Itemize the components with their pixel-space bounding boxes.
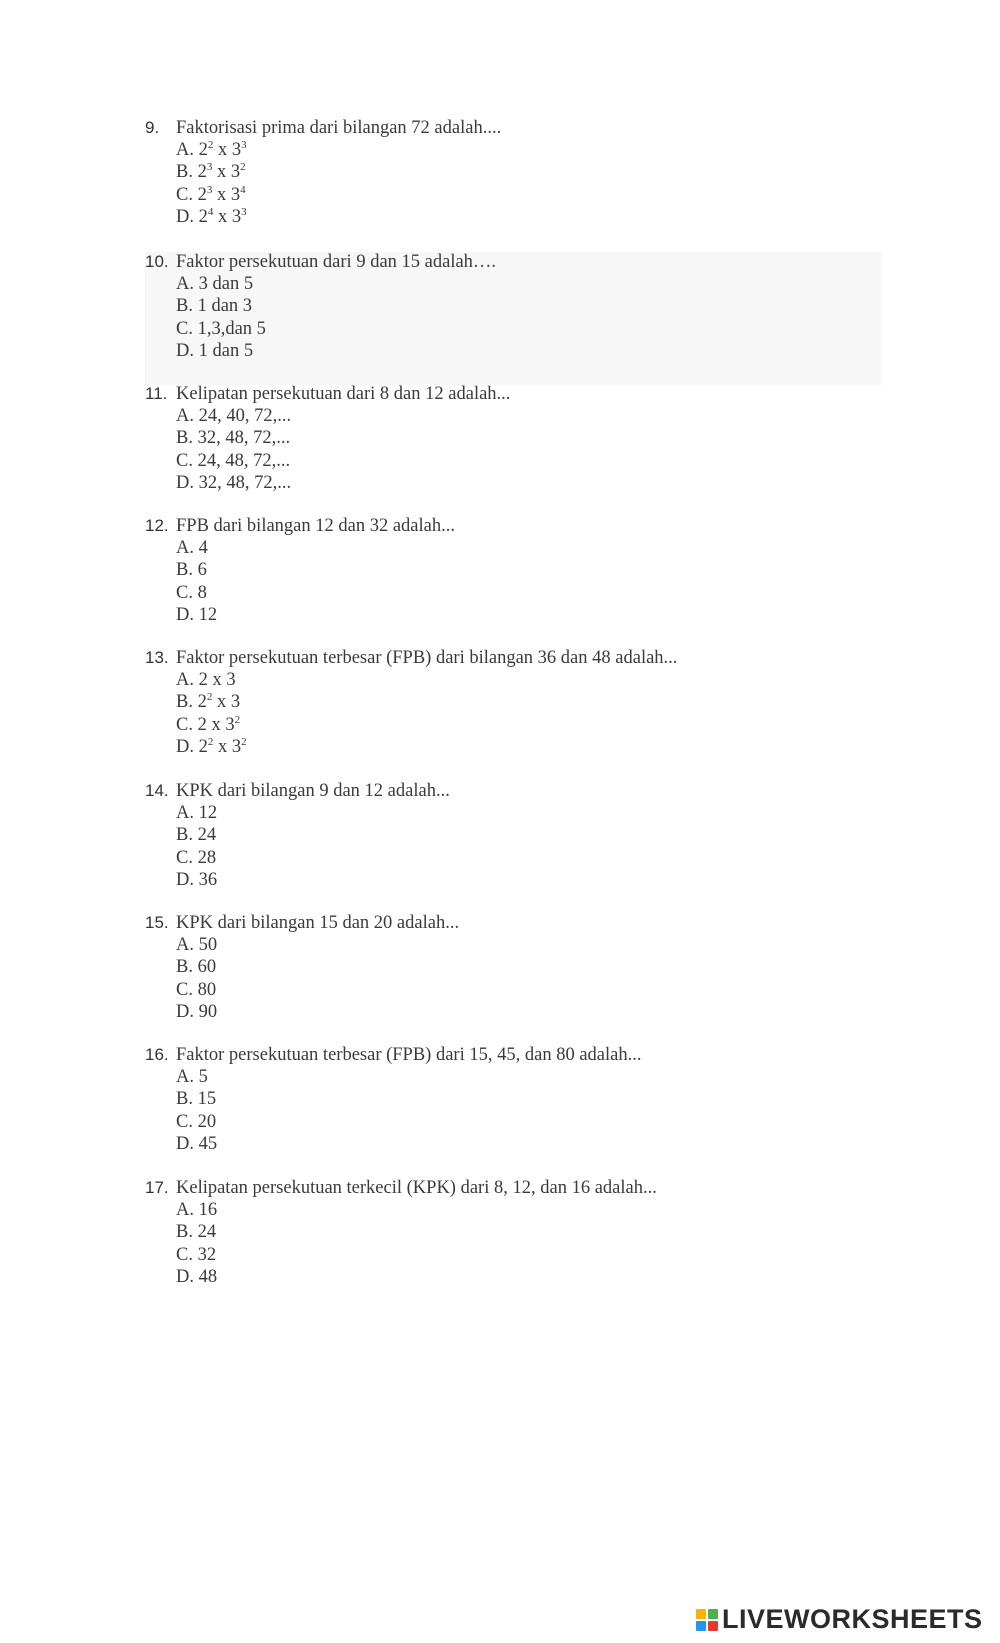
question-number: 16. <box>145 1045 169 1064</box>
option-label: A. <box>176 274 194 294</box>
option-label: B. <box>176 162 193 183</box>
power-base: 2 <box>198 670 208 690</box>
option-label: B. <box>176 825 193 846</box>
option-text: 6 <box>197 560 207 581</box>
option-text: 48 <box>198 1266 218 1287</box>
option-label: B. <box>176 560 193 581</box>
answer-option <box>176 139 865 161</box>
answer-option <box>176 956 865 978</box>
question-13 <box>145 647 865 758</box>
option-label: B. <box>176 692 193 713</box>
question-10 <box>145 251 865 362</box>
option-label: D. <box>176 869 194 890</box>
answer-option <box>176 1221 865 1243</box>
option-label: A. <box>176 935 194 955</box>
times-sign: x <box>216 184 227 205</box>
power-base: 2 <box>197 162 207 183</box>
option-label: A. <box>176 538 194 558</box>
answer-option <box>176 1133 865 1155</box>
answer-option <box>176 847 865 869</box>
answer-option <box>176 934 865 956</box>
power-exponent: 2 <box>206 691 213 704</box>
answer-option <box>176 1088 865 1110</box>
option-text: 5 <box>198 1067 208 1087</box>
option-label: D. <box>176 206 194 227</box>
question-line <box>145 117 865 139</box>
question-text: FPB dari bilangan 12 dan 32 adalah... <box>176 516 455 536</box>
answer-option <box>176 427 865 449</box>
option-text: 36 <box>198 869 218 890</box>
option-label: C. <box>176 714 193 735</box>
answer-option <box>176 184 865 206</box>
option-label: C. <box>176 979 193 1000</box>
question-line <box>145 1044 865 1066</box>
times-sign: x <box>218 140 228 160</box>
times-sign: x <box>212 670 222 690</box>
option-label: C. <box>176 847 193 868</box>
option-text: 24 <box>197 825 217 846</box>
times-sign: x <box>216 692 227 713</box>
question-text: KPK dari bilangan 9 dan 12 adalah... <box>176 781 450 801</box>
option-text: 4 <box>198 538 208 558</box>
question-number: 17. <box>145 1178 169 1197</box>
option-label: D. <box>176 1133 194 1154</box>
power-exponent: 2 <box>234 713 241 726</box>
power-exponent: 2 <box>240 161 246 174</box>
liveworksheets-logo <box>696 1604 983 1635</box>
power-exponent: 2 <box>207 735 214 748</box>
option-label: C. <box>176 184 193 205</box>
times-sign: x <box>211 714 221 735</box>
question-number: 9. <box>145 118 160 137</box>
option-label: C. <box>176 318 193 339</box>
option-text: 32 <box>197 1244 217 1265</box>
question-16 <box>145 1044 865 1155</box>
power-base: 2 <box>198 206 208 227</box>
power-base: 3 <box>231 736 242 757</box>
option-label: C. <box>176 1111 193 1132</box>
logo-square-2 <box>708 1609 718 1619</box>
option-label: D. <box>176 736 194 757</box>
power-base: 2 <box>198 140 208 160</box>
question-number: 10. <box>145 252 169 271</box>
option-text: 32, 48, 72,... <box>198 472 292 493</box>
logo-square-1 <box>696 1609 706 1619</box>
power-base: 3 <box>231 206 242 227</box>
option-text: 1 dan 3 <box>197 296 253 317</box>
option-text: 32, 48, 72,... <box>197 428 291 449</box>
option-label: B. <box>176 428 193 449</box>
question-text: Kelipatan persekutuan terkecil (KPK) dari 8, 12, dan 16 adalah... <box>176 1178 657 1198</box>
answer-option <box>176 1244 865 1266</box>
times-sign: x <box>218 736 228 757</box>
answer-option <box>176 691 865 713</box>
question-text: Faktor persekutuan terbesar (FPB) dari bilangan 36 dan 48 adalah... <box>176 648 678 668</box>
option-text: 90 <box>198 1001 218 1022</box>
answer-option <box>176 1066 865 1088</box>
question-text: Faktor persekutuan dari 9 dan 15 adalah…. <box>176 252 497 272</box>
times-sign: x <box>216 162 227 183</box>
power-base: 3 <box>226 670 236 690</box>
option-label: D. <box>176 472 194 493</box>
question-text: Faktor persekutuan terbesar (FPB) dari 15, 45, dan 80 adalah... <box>176 1045 642 1065</box>
power-base: 2 <box>198 736 208 757</box>
answer-option <box>176 405 865 427</box>
option-label: B. <box>176 957 193 978</box>
power-exponent: 2 <box>207 139 214 151</box>
power-base: 3 <box>231 140 242 160</box>
power-exponent: 3 <box>241 139 247 151</box>
brand-name: LIVEWORKSHEETS <box>722 1604 983 1634</box>
option-label: A. <box>176 803 194 823</box>
answer-option <box>176 714 865 736</box>
answer-option <box>176 273 865 295</box>
question-line <box>145 912 865 934</box>
question-11 <box>145 383 865 494</box>
power-exponent: 3 <box>241 205 247 218</box>
logo-square-4 <box>708 1621 718 1631</box>
power-exponent: 2 <box>241 735 247 748</box>
question-number: 11. <box>145 384 168 403</box>
answer-option <box>176 318 865 340</box>
logo-square-3 <box>696 1621 706 1631</box>
answer-option <box>176 1199 865 1221</box>
option-text: 60 <box>197 957 217 978</box>
question-line <box>145 383 865 405</box>
answer-option <box>176 559 865 581</box>
option-text: 24 <box>197 1222 217 1243</box>
answer-option <box>176 802 865 824</box>
question-text: KPK dari bilangan 15 dan 20 adalah... <box>176 913 460 933</box>
answer-option <box>176 450 865 472</box>
option-label: C. <box>176 450 193 471</box>
question-number: 13. <box>145 648 169 667</box>
option-label: A. <box>176 406 194 426</box>
option-text: 50 <box>198 935 218 955</box>
option-text: 12 <box>198 803 218 823</box>
answer-option <box>176 161 865 183</box>
question-14 <box>145 780 865 891</box>
option-label: C. <box>176 1244 193 1265</box>
power-base: 2 <box>197 184 207 205</box>
power-base: 2 <box>197 714 207 735</box>
answer-option <box>176 340 865 362</box>
question-12 <box>145 515 865 626</box>
question-text: Faktorisasi prima dari bilangan 72 adalah.... <box>176 118 502 138</box>
power-base: 3 <box>230 184 241 205</box>
question-number: 14. <box>145 781 169 800</box>
answer-option <box>176 869 865 891</box>
option-label: D. <box>176 340 194 361</box>
option-label: B. <box>176 1222 193 1243</box>
option-label: B. <box>176 296 193 317</box>
question-number: 15. <box>145 913 169 932</box>
answer-option <box>176 824 865 846</box>
option-label: A. <box>176 1067 194 1087</box>
option-text: 80 <box>197 979 217 1000</box>
power-exponent: 4 <box>207 205 214 218</box>
answer-option <box>176 1266 865 1288</box>
option-label: D. <box>176 604 194 625</box>
question-text: Kelipatan persekutuan dari 8 dan 12 adalah... <box>176 384 511 404</box>
answer-option <box>176 979 865 1001</box>
answer-option <box>176 736 865 758</box>
question-line <box>145 515 865 537</box>
answer-option <box>176 295 865 317</box>
option-text: 1 dan 5 <box>198 340 254 361</box>
answer-option <box>176 582 865 604</box>
option-text: 16 <box>198 1200 218 1220</box>
power-base: 3 <box>230 692 241 713</box>
question-9 <box>145 117 865 228</box>
option-label: A. <box>176 670 194 690</box>
option-label: A. <box>176 140 194 160</box>
question-17 <box>145 1177 865 1288</box>
option-label: D. <box>176 1001 194 1022</box>
question-line <box>145 780 865 802</box>
answer-option <box>176 604 865 626</box>
power-exponent: 4 <box>240 183 246 196</box>
answer-option <box>176 1111 865 1133</box>
option-text: 15 <box>197 1089 217 1110</box>
option-text: 28 <box>197 847 217 868</box>
answer-option <box>176 537 865 559</box>
option-text: 20 <box>197 1111 217 1132</box>
answer-option <box>176 669 865 691</box>
option-text: 8 <box>197 582 207 603</box>
option-label: D. <box>176 1266 194 1287</box>
option-text: 45 <box>198 1133 218 1154</box>
power-base: 2 <box>197 692 207 713</box>
power-exponent: 3 <box>206 161 213 174</box>
option-label: C. <box>176 582 193 603</box>
question-15 <box>145 912 865 1023</box>
liveworksheets-logo-icon <box>696 1609 718 1631</box>
question-line <box>145 251 865 273</box>
answer-option <box>176 206 865 228</box>
times-sign: x <box>218 206 228 227</box>
option-label: A. <box>176 1200 194 1220</box>
option-text: 24, 48, 72,... <box>197 450 291 471</box>
option-text: 12 <box>198 604 218 625</box>
option-text: 24, 40, 72,... <box>198 406 292 426</box>
option-text: 1,3,dan 5 <box>197 318 266 339</box>
power-exponent: 3 <box>206 183 213 196</box>
option-label: B. <box>176 1089 193 1110</box>
question-line <box>145 1177 865 1199</box>
power-base: 3 <box>225 714 235 735</box>
answer-option <box>176 472 865 494</box>
power-base: 3 <box>230 162 241 183</box>
answer-option <box>176 1001 865 1023</box>
option-text: 3 dan 5 <box>198 274 254 294</box>
question-line <box>145 647 865 669</box>
question-number: 12. <box>145 516 169 535</box>
